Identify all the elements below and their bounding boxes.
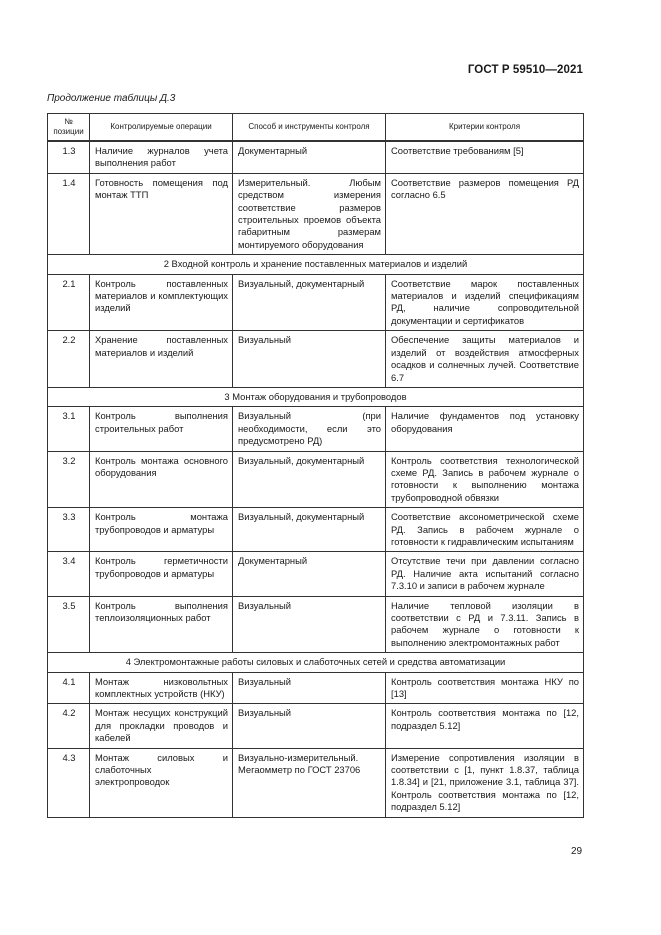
cell-criteria: Измерение сопротивления изоляции в соответствии с [1, пункт 1.8.37, таблица 1.8.34] и [21, приложение 3.1, таблица 37]. Контроль соответствия монтажа по [12, подраздел 5.12] <box>386 748 584 817</box>
cell-method: Документарный <box>233 552 386 596</box>
cell-method: Визуальный (при необходимости, если это предусмотрено РД) <box>233 407 386 451</box>
header-operations: Контролируемые операции <box>90 114 233 142</box>
cell-operation: Монтаж низковольтных комплектных устройств (НКУ) <box>90 672 233 704</box>
cell-position-number: 1.4 <box>48 173 90 254</box>
cell-method: Документарный <box>233 141 386 173</box>
cell-operation: Контроль герметичности трубопроводов и арматуры <box>90 552 233 596</box>
cell-criteria: Соответствие требованиям [5] <box>386 141 584 173</box>
cell-position-number: 4.2 <box>48 704 90 748</box>
cell-operation: Контроль поставленных материалов и комплектующих изделий <box>90 274 233 331</box>
section-heading-row <box>48 653 584 672</box>
cell-criteria: Соответствие аксонометрической схеме РД. Запись в рабочем журнале о готовности к гидравлическим испытаниям <box>386 508 584 552</box>
cell-method: Визуальный, документарный <box>233 451 386 508</box>
cell-criteria: Наличие тепловой изоляции в соответствии с РД и 7.3.11. Запись в рабочем журнале о готовности к выполнению электромонтажных работ <box>386 596 584 653</box>
table-row <box>48 596 584 653</box>
cell-method: Визуальный <box>233 672 386 704</box>
cell-operation: Контроль монтажа основного оборудования <box>90 451 233 508</box>
header-method: Способ и инструменты контроля <box>233 114 386 142</box>
cell-method: Визуальный <box>233 596 386 653</box>
cell-operation: Наличие журналов учета выполнения работ <box>90 141 233 173</box>
cell-criteria: Соответствие марок поставленных материалов и изделий спецификациям РД, наличие сопроводительной документации и сертификатов <box>386 274 584 331</box>
table-row <box>48 173 584 254</box>
table-row <box>48 141 584 173</box>
section-heading: 4 Электромонтажные работы силовых и слаботочных сетей и средства автоматизации <box>48 653 584 672</box>
cell-position-number: 2.1 <box>48 274 90 331</box>
page-number: 29 <box>571 846 583 857</box>
section-heading-row <box>48 387 584 406</box>
cell-method: Визуальный, документарный <box>233 274 386 331</box>
cell-method: Измерительный. Любым средством измерения соответствие размеров строительных проемов объекта габаритным размерам монтируемого оборудования <box>233 173 386 254</box>
cell-position-number: 4.1 <box>48 672 90 704</box>
table-row <box>48 451 584 508</box>
cell-operation: Хранение поставленных материалов и изделий <box>90 331 233 388</box>
document-code: ГОСТ Р 59510—2021 <box>467 64 583 76</box>
table-row <box>48 331 584 388</box>
cell-position-number: 3.5 <box>48 596 90 653</box>
section-heading: 2 Входной контроль и хранение поставленных материалов и изделий <box>48 255 584 274</box>
cell-method: Визуально-измерительный. Мегаомметр по ГОСТ 23706 <box>233 748 386 817</box>
cell-criteria: Соответствие размеров помещения РД согласно 6.5 <box>386 173 584 254</box>
table-row <box>48 274 584 331</box>
header-position-number: № позиции <box>48 114 90 142</box>
cell-position-number: 2.2 <box>48 331 90 388</box>
cell-criteria: Контроль соответствия монтажа по [12, подраздел 5.12] <box>386 704 584 748</box>
cell-criteria: Наличие фундаментов под установку оборудования <box>386 407 584 451</box>
table-row <box>48 552 584 596</box>
cell-operation: Контроль выполнения строительных работ <box>90 407 233 451</box>
cell-position-number: 3.1 <box>48 407 90 451</box>
table-row <box>48 704 584 748</box>
table-row <box>48 748 584 817</box>
cell-position-number: 3.4 <box>48 552 90 596</box>
cell-method: Визуальный <box>233 704 386 748</box>
table-caption: Продолжение таблицы Д.3 <box>47 93 176 104</box>
section-heading: 3 Монтаж оборудования и трубопроводов <box>48 387 584 406</box>
cell-operation: Готовность помещения под монтаж ТТП <box>90 173 233 254</box>
cell-criteria: Отсутствие течи при давлении согласно РД. Наличие акта испытаний согласно 7.3.10 и записи в рабочем журнале <box>386 552 584 596</box>
header-criteria: Критерии контроля <box>386 114 584 142</box>
cell-operation: Контроль монтажа трубопроводов и арматуры <box>90 508 233 552</box>
cell-operation: Контроль выполнения теплоизоляционных работ <box>90 596 233 653</box>
table-row <box>48 672 584 704</box>
table-header-row <box>48 114 584 142</box>
cell-criteria: Обеспечение защиты материалов и изделий от воздействия атмосферных осадков и солнечных лучей. Соответствие 6.7 <box>386 331 584 388</box>
cell-criteria: Контроль соответствия монтажа НКУ по [13] <box>386 672 584 704</box>
cell-position-number: 1.3 <box>48 141 90 173</box>
cell-method: Визуальный, документарный <box>233 508 386 552</box>
cell-position-number: 3.2 <box>48 451 90 508</box>
table-row <box>48 407 584 451</box>
table-row <box>48 508 584 552</box>
cell-position-number: 4.3 <box>48 748 90 817</box>
cell-operation: Монтаж силовых и слаботочных электропроводок <box>90 748 233 817</box>
cell-method: Визуальный <box>233 331 386 388</box>
control-table <box>47 113 584 818</box>
section-heading-row <box>48 255 584 274</box>
cell-criteria: Контроль соответствия технологической схеме РД. Запись в рабочем журнале о готовности к выполнению монтажа трубопроводной обвязки <box>386 451 584 508</box>
cell-operation: Монтаж несущих конструкций для прокладки проводов и кабелей <box>90 704 233 748</box>
table-body <box>48 141 584 817</box>
cell-position-number: 3.3 <box>48 508 90 552</box>
